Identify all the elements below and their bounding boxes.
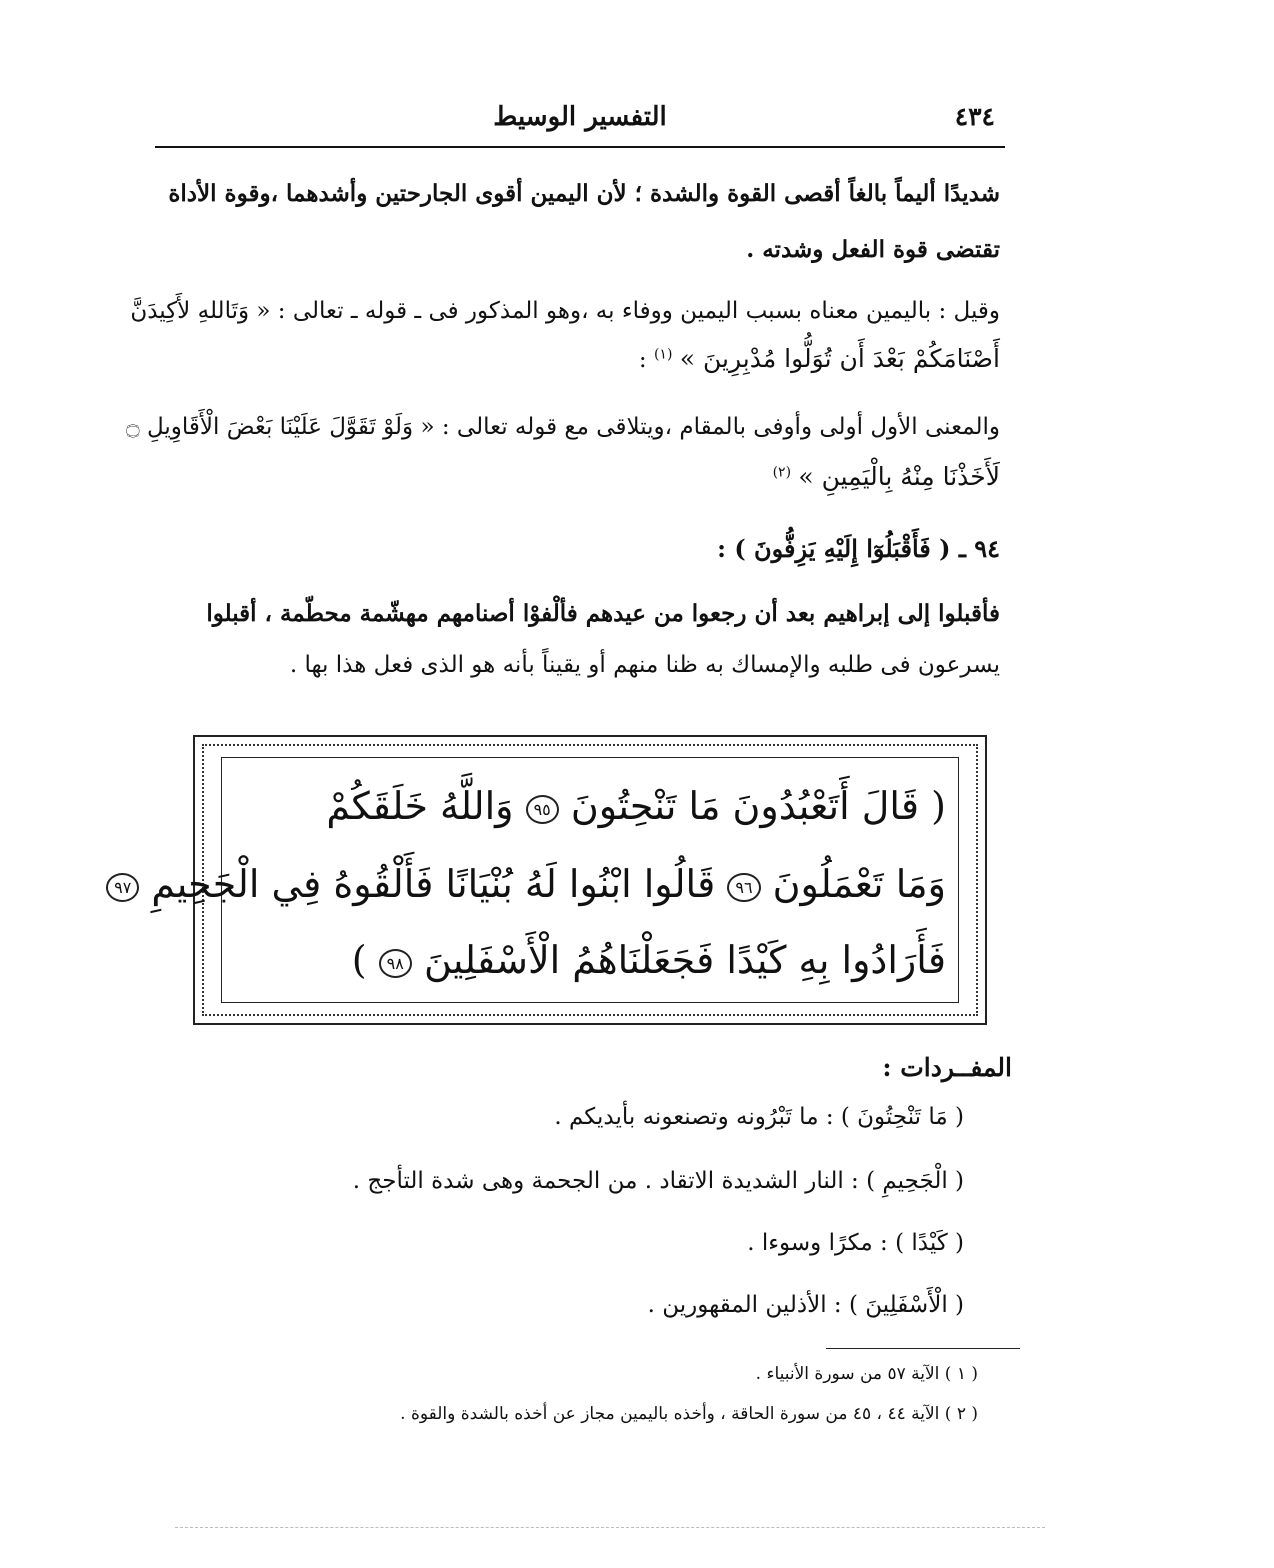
vocabulary-item: ( الْأَسْفَلِينَ ) : الأذلين المقهورين . — [647, 1292, 964, 1318]
quran-verse-inner-border — [114, 757, 959, 1003]
quran-line-3-part-a: فَأَرَادُوا بِهِ كَيْدًا فَجَعَلْنَاهُمُ الْأَسْفَلِينَ — [423, 938, 946, 982]
vocabulary-item: ( كَيْدًا ) : مكرًا وسوءا . — [747, 1230, 964, 1256]
quran-line-2 — [114, 862, 946, 906]
quran-line-2-part-b: قَالُوا ابْنُوا لَهُ بُنْيَانًا فَأَلْقُوهُ فِي الْجَحِيمِ — [151, 862, 716, 906]
paragraph-2-line-1: وقيل : باليمين معناه بسبب اليمين ووفاء به ،وهو المذكور فى ـ قوله ـ تعالى : « وَتَاللهِ لأَكِيدَنَّ — [130, 298, 1000, 324]
paragraph-1-line-2: تقتضى قوة الفعل وشدته . — [746, 236, 1000, 263]
footnote-2: ( ٢ ) الآية ٤٤ ، ٤٥ من سورة الحاقة ، وأخذه باليمين مجاز عن أخذه بالشدة والقوة . — [400, 1404, 978, 1424]
quran-line-1-part-a: ( قَالَ أَتَعْبُدُونَ مَا تَنْحِتُونَ — [570, 784, 946, 828]
footnote-separator — [826, 1348, 1020, 1349]
ayah-marker-98: ٩٨ — [379, 949, 412, 978]
paragraph-4 — [160, 600, 1000, 700]
ayah-marker-96: ٩٦ — [727, 873, 760, 902]
paragraph-1-line-1: شديدًا أليماً بالغاً أقصى القوة والشدة ؛ لأن اليمين أقوى الجارحتين وأشدهما ،وقوة الأداة — [168, 180, 1000, 207]
page-header — [155, 100, 1005, 148]
scan-edge-line — [175, 1527, 1045, 1528]
footnote-1: ( ١ ) الآية ٥٧ من سورة الأنبياء . — [755, 1364, 978, 1384]
running-title: التفسير الوسيط — [493, 102, 667, 132]
paragraph-2 — [130, 298, 1000, 388]
verse-94-text: ٩٤ ـ ( فَأَقْبَلُوٓا إِلَيْهِ يَزِفُّونَ ) : — [717, 534, 1000, 563]
vocabulary-item: ( الْجَحِيمِ ) : النار الشديدة الاتقاد . من الجحمة وهى شدة التأجج . — [352, 1168, 964, 1194]
quran-line-1-part-b: وَاللَّهُ خَلَقَكُمْ — [326, 784, 514, 828]
page-number: ٤٣٤ — [954, 102, 995, 131]
paragraph-2-line-2 — [160, 344, 1000, 373]
quran-quote: أَصْنَامَكُمْ بَعْدَ أَن تُوَلُّوا مُدْبِرِينَ » — [679, 344, 1000, 373]
paragraph-3-line-2 — [160, 462, 1000, 491]
paragraph-1 — [160, 180, 1000, 280]
paragraph-4-line-2: يسرعون فى طلبه والإمساك به ظنا منهم أو يقيناً بأنه هو الذى فعل هذا بها . — [289, 652, 1000, 678]
vocabulary-item: ( مَا تَنْحِتُونَ ) : ما تَبْرُونه وتصنعونه بأيديكم . — [554, 1104, 964, 1130]
ayah-marker-97: ٩٧ — [106, 873, 139, 902]
vocabulary-heading: المفــردات : — [882, 1053, 1012, 1082]
quran-line-2-part-a: وَمَا تَعْمَلُونَ — [772, 862, 946, 906]
verse-94-heading — [160, 534, 1000, 574]
quran-line-3-part-b: ) — [351, 938, 367, 982]
footnote-marker-1: (١) — [653, 346, 673, 363]
quran-line-3 — [232, 938, 946, 982]
quran-quote: لَأَخَذْنَا مِنْهُ بِالْيَمِينِ » — [798, 462, 1000, 491]
quran-verse-frame — [114, 735, 987, 1025]
footnote-marker-2: (٢) — [772, 464, 792, 481]
paragraph-2-end: : — [638, 347, 647, 373]
paragraph-3-line-1: والمعنى الأول أولى وأوفى بالمقام ،ويتلاقى مع قوله تعالى : « وَلَوْ تَقَوَّلَ عَلَيْنَا بَعْضَ الْأَقَاوِيلِ ۝ — [126, 414, 1000, 440]
paragraph-3 — [126, 414, 1000, 506]
paragraph-4-line-1: فأقبلوا إلى إبراهيم بعد أن رجعوا من عيدهم فألْفوْا أصنامهم مهشّمة محطّمة ، أقبلوا — [206, 600, 1000, 627]
ayah-marker-95: ٩٥ — [526, 795, 559, 824]
quran-line-1 — [232, 784, 946, 828]
